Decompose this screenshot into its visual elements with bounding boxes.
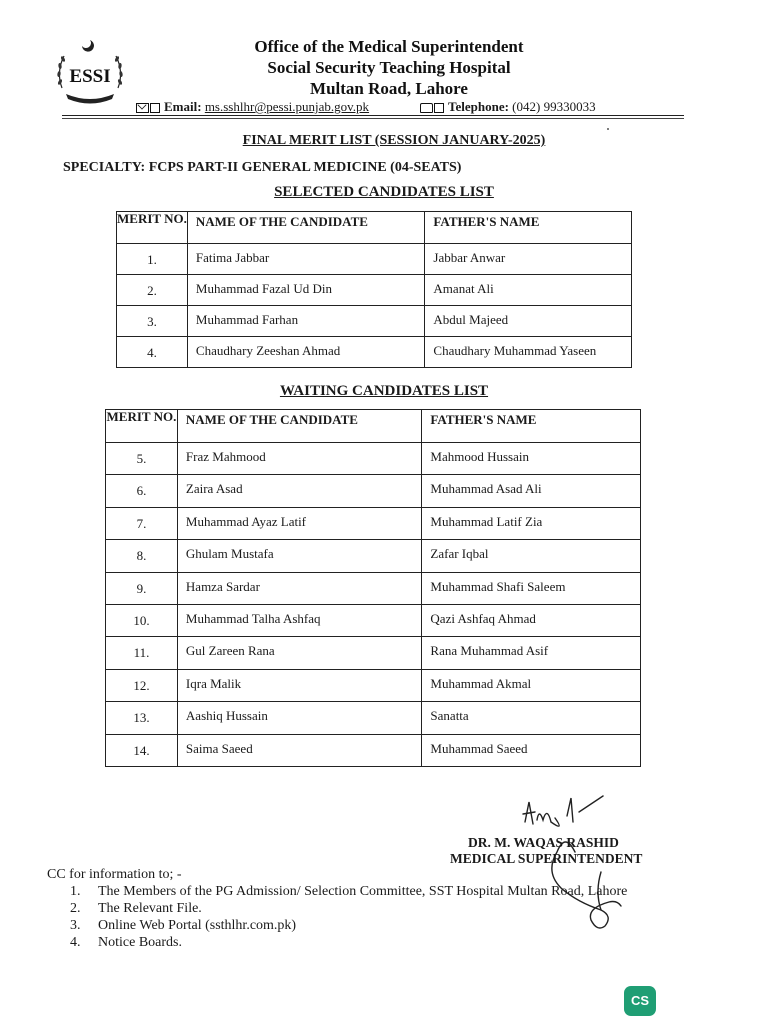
candidate-name-cell: Fatima Jabbar: [187, 244, 425, 275]
final-merit-title: FINAL MERIT LIST (SESSION JANUARY-2025): [242, 133, 546, 148]
table-row: [117, 337, 632, 368]
telephone-label: Telephone:: [448, 99, 509, 114]
selected-list-title: SELECTED CANDIDATES LIST: [274, 184, 494, 200]
cc-item-number: 3.: [70, 918, 81, 933]
email-label: Email:: [164, 99, 202, 114]
table-row: [106, 443, 641, 475]
telephone-block: [420, 99, 596, 115]
table-row: [106, 540, 641, 572]
badge-text: CS: [630, 993, 650, 1008]
envelope-icon: [136, 103, 149, 113]
merit-no-cell: 7.: [106, 507, 178, 539]
cc-item: [70, 935, 627, 952]
cc-item-text: The Relevant File.: [98, 901, 202, 916]
merit-no-cell: 3.: [117, 306, 188, 337]
father-name-cell: Jabbar Anwar: [425, 244, 632, 275]
father-name-cell: Chaudhary Muhammad Yaseen: [425, 337, 632, 368]
table-header-row: [106, 410, 641, 443]
hospital-address: Multan Road, Lahore: [310, 79, 468, 98]
table-row: [106, 669, 641, 701]
merit-no-cell: 14.: [106, 734, 178, 766]
candidate-name-cell: Zaira Asad: [177, 475, 422, 507]
table-row: [106, 702, 641, 734]
father-name-cell: Mahmood Hussain: [422, 443, 641, 475]
table-row: [106, 637, 641, 669]
cc-item-text: The Members of the PG Admission/ Selection Committee, SST Hospital Multan Road, Lahore: [98, 884, 628, 899]
merit-no-cell: 6.: [106, 475, 178, 507]
cc-item-number: 4.: [70, 935, 81, 950]
table-row: [106, 572, 641, 604]
candidate-name-cell: Saima Saeed: [177, 734, 422, 766]
father-name-cell: Abdul Majeed: [425, 306, 632, 337]
father-name-cell: Amanat Ali: [425, 275, 632, 306]
table-row: [106, 604, 641, 636]
table-row: [117, 244, 632, 275]
table-row: [117, 275, 632, 306]
signatory-name: DR. M. WAQAS RASHID: [468, 835, 619, 850]
cc-list: [70, 884, 627, 952]
cc-item: [70, 884, 627, 901]
selected-candidates-table: [116, 211, 632, 368]
merit-no-cell: 9.: [106, 572, 178, 604]
father-name-cell: Muhammad Latif Zia: [422, 507, 641, 539]
father-name-cell: Sanatta: [422, 702, 641, 734]
contact-line: [136, 99, 596, 115]
merit-no-cell: 8.: [106, 540, 178, 572]
cc-heading: CC for information to; -: [47, 867, 182, 882]
candidate-name-cell: Chaudhary Zeeshan Ahmad: [187, 337, 425, 368]
waiting-candidates-table: [105, 409, 641, 767]
merit-no-cell: 4.: [117, 337, 188, 368]
father-name-cell: Muhammad Asad Ali: [422, 475, 641, 507]
candidate-name-cell: Muhammad Talha Ashfaq: [177, 604, 422, 636]
merit-no-cell: 5.: [106, 443, 178, 475]
candidate-name-cell: Muhammad Farhan: [187, 306, 425, 337]
email-link[interactable]: ms.sshlhr@pessi.punjab.gov.pk: [204, 99, 370, 114]
cc-item: [70, 918, 627, 935]
header-rule-secondary: [62, 118, 684, 119]
candidate-name-cell: Hamza Sardar: [177, 572, 422, 604]
table-row: [106, 734, 641, 766]
cc-item-number: 2.: [70, 901, 81, 916]
checkbox-glyph-icon: [434, 103, 444, 113]
merit-no-cell: 13.: [106, 702, 178, 734]
cc-item-text: Notice Boards.: [98, 935, 182, 950]
father-name-header: FATHER'S NAME: [422, 410, 641, 443]
cc-item-number: 1.: [70, 884, 81, 899]
merit-no-header: MERIT NO.: [106, 410, 178, 443]
merit-no-cell: 12.: [106, 669, 178, 701]
hospital-name: Social Security Teaching Hospital: [267, 58, 511, 77]
telephone-icon: [420, 103, 433, 113]
father-name-cell: Rana Muhammad Asif: [422, 637, 641, 669]
father-name-cell: Zafar Iqbal: [422, 540, 641, 572]
father-name-cell: Qazi Ashfaq Ahmad: [422, 604, 641, 636]
candidate-name-header: NAME OF THE CANDIDATE: [187, 212, 425, 244]
waiting-list-title: WAITING CANDIDATES LIST: [279, 383, 489, 399]
father-name-cell: Muhammad Akmal: [422, 669, 641, 701]
table-row: [106, 507, 641, 539]
candidate-name-cell: Gul Zareen Rana: [177, 637, 422, 669]
merit-no-header: MERIT NO.: [117, 212, 188, 244]
camscanner-badge: [624, 986, 656, 1016]
candidate-name-cell: Fraz Mahmood: [177, 443, 422, 475]
merit-no-cell: 10.: [106, 604, 178, 636]
logo-text: ESSI: [69, 66, 111, 87]
table-row: [106, 475, 641, 507]
specialty-title: SPECIALTY: FCPS PART-II GENERAL MEDICINE (04-SEATS): [63, 160, 462, 175]
candidate-name-cell: Aashiq Hussain: [177, 702, 422, 734]
cc-item: [70, 901, 627, 918]
cc-item-text: Online Web Portal (ssthlhr.com.pk): [98, 918, 297, 933]
scan-speck: [607, 128, 609, 130]
candidate-name-cell: Muhammad Fazal Ud Din: [187, 275, 425, 306]
telephone-number: (042) 99330033: [512, 99, 596, 114]
father-name-cell: Muhammad Shafi Saleem: [422, 572, 641, 604]
checkbox-glyph-icon: [150, 103, 160, 113]
merit-no-cell: 1.: [117, 244, 188, 275]
office-title: Office of the Medical Superintendent: [254, 37, 524, 56]
candidate-name-cell: Ghulam Mustafa: [177, 540, 422, 572]
table-row: [117, 306, 632, 337]
table-header-row: [117, 212, 632, 244]
candidate-name-header: NAME OF THE CANDIDATE: [177, 410, 422, 443]
candidate-name-cell: Iqra Malik: [177, 669, 422, 701]
signatory-title: MEDICAL SUPERINTENDENT: [450, 851, 643, 866]
father-name-cell: Muhammad Saeed: [422, 734, 641, 766]
merit-no-cell: 11.: [106, 637, 178, 669]
candidate-name-cell: Muhammad Ayaz Latif: [177, 507, 422, 539]
father-name-header: FATHER'S NAME: [425, 212, 632, 244]
merit-no-cell: 2.: [117, 275, 188, 306]
header-rule: [62, 115, 684, 116]
